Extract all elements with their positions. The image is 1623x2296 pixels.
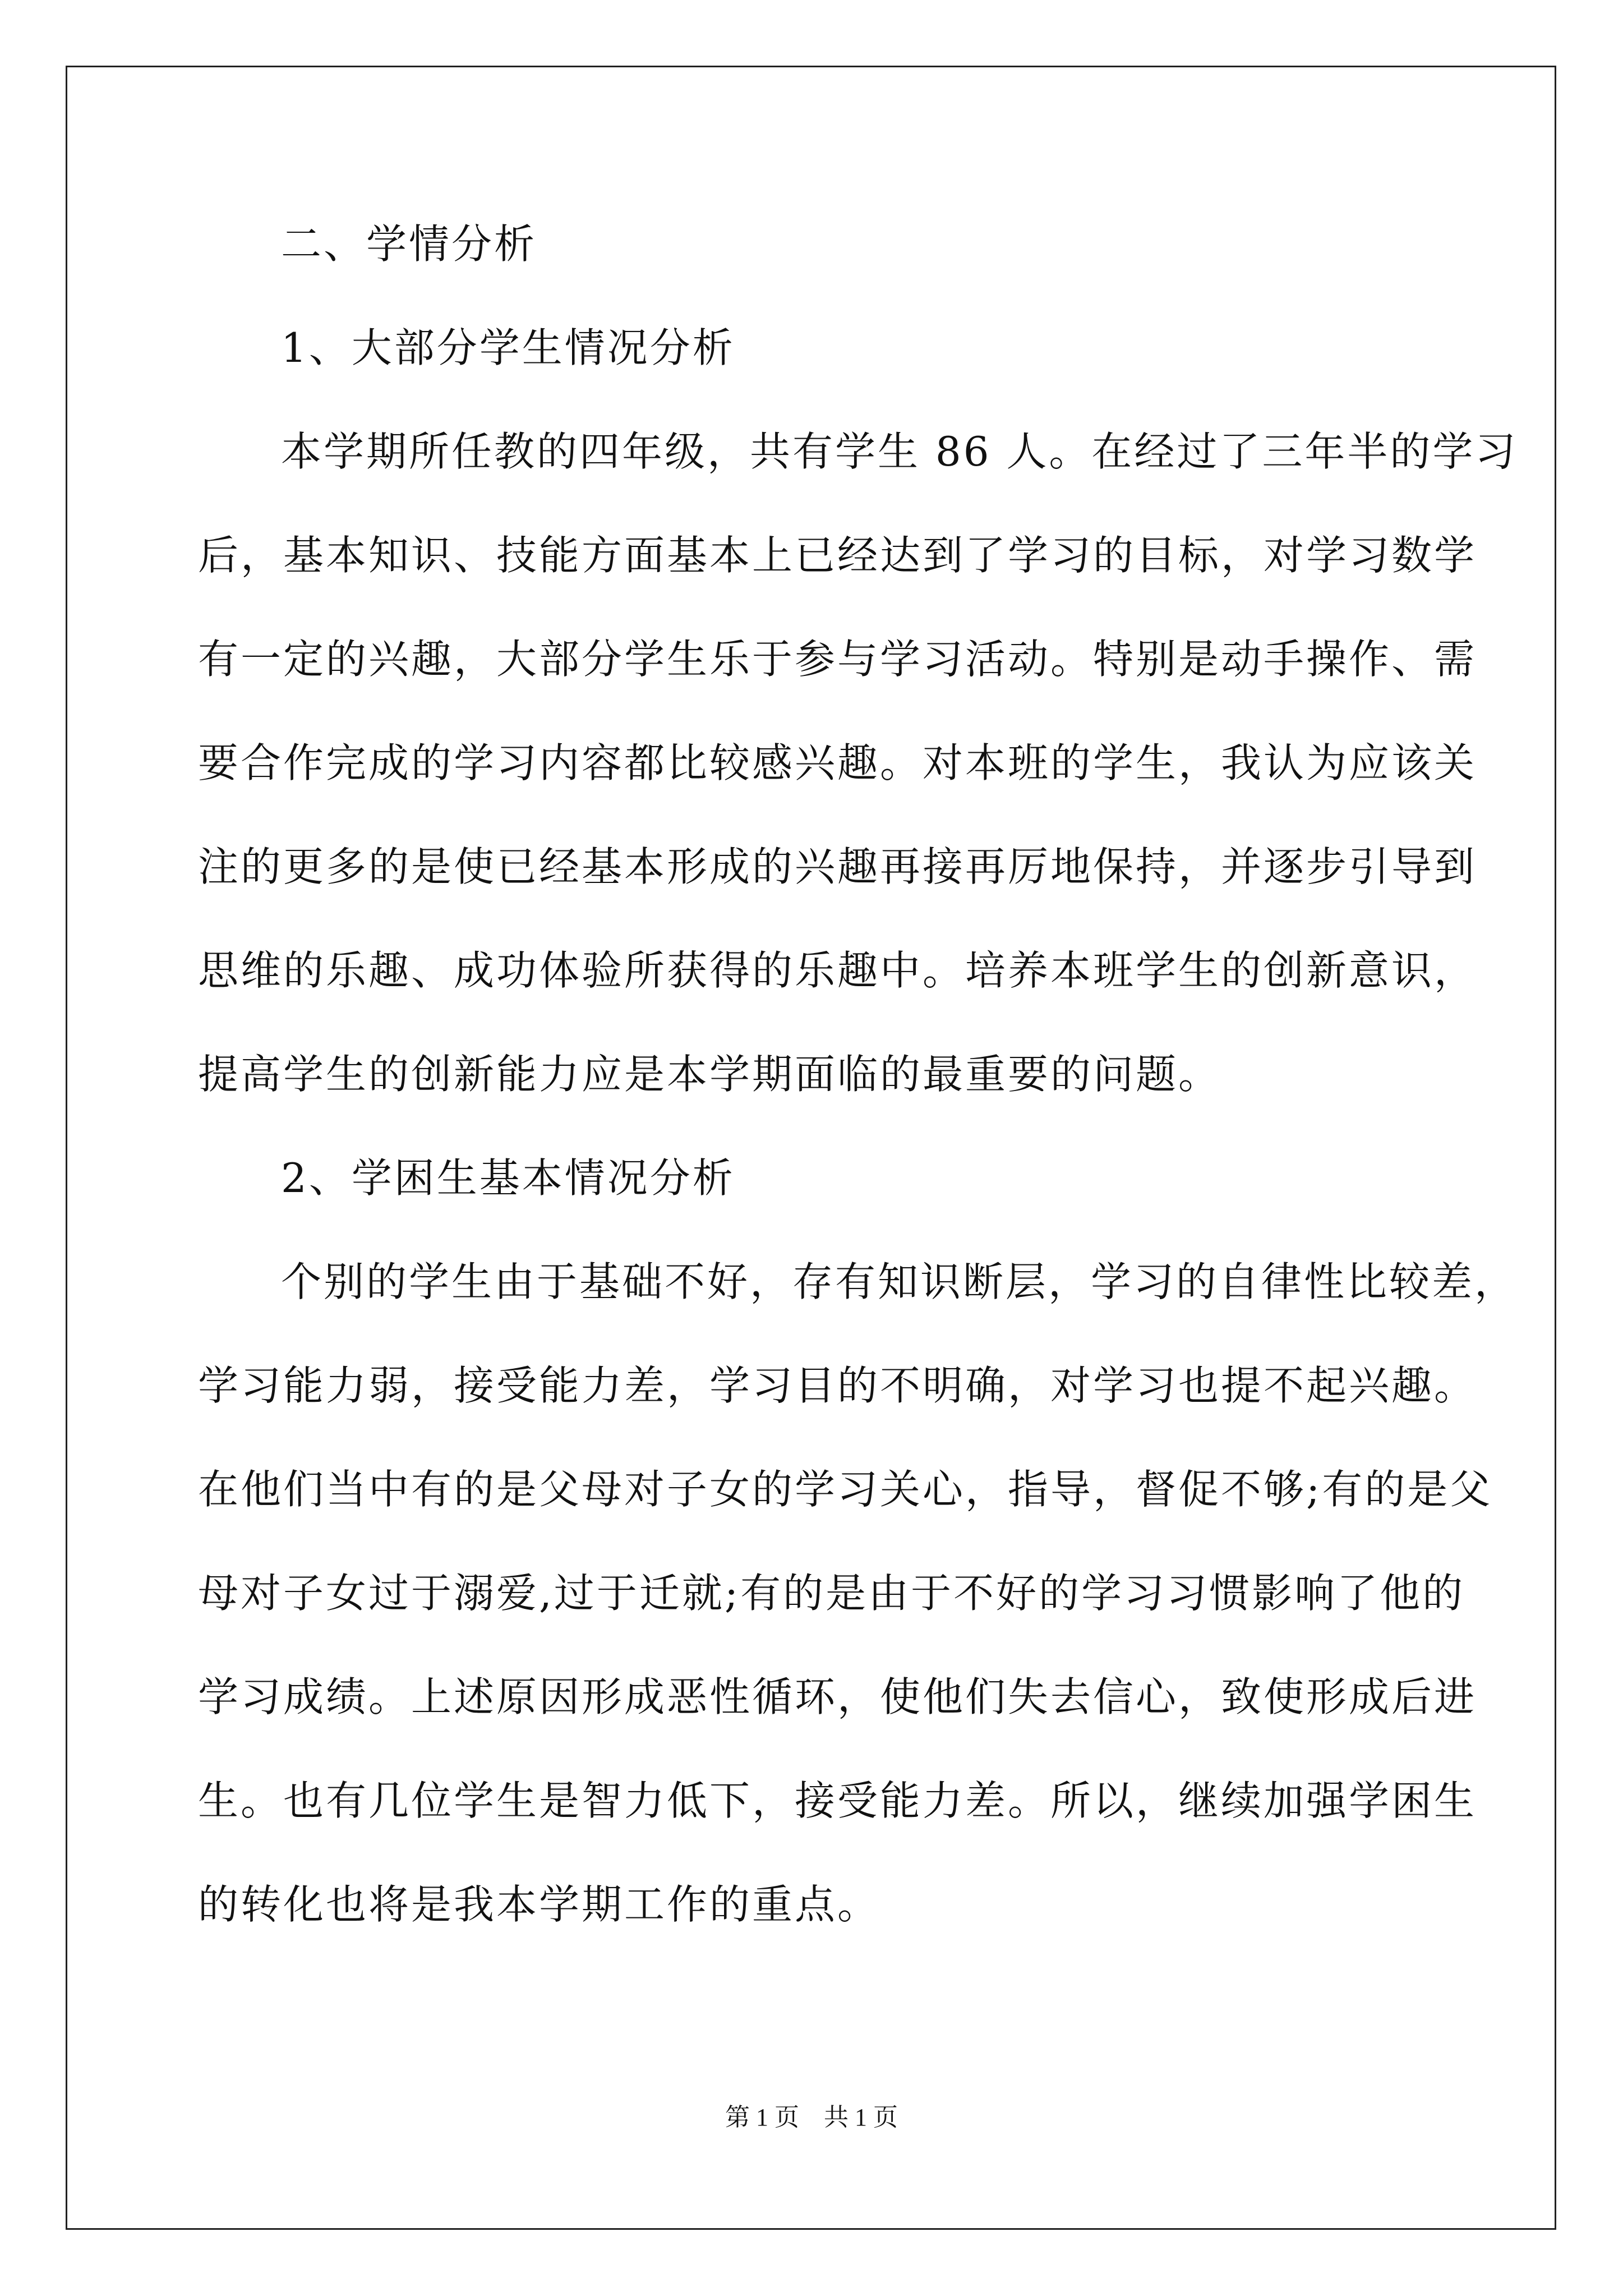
paragraph-2-line: 的转化也将是我本学期工作的重点。 xyxy=(198,1881,880,1928)
page-number: 第 1 页 共 1 页 xyxy=(725,2104,898,2131)
subheading-struggling-students: 2、学困生基本情况分析 xyxy=(281,1154,735,1202)
paragraph-1-line: 思维的乐趣、成功体验所获得的乐趣中。培养本班学生的创新意识， xyxy=(198,947,1477,994)
paragraph-2-line: 母对子女过于溺爱,过于迁就;有的是由于不好的学习习惯影响了他的 xyxy=(198,1570,1465,1617)
paragraph-2-line: 个别的学生由于基础不好，存有知识断层，学习的自律性比较差， xyxy=(281,1258,1518,1305)
paragraph-2-line: 学习能力弱，接受能力差，学习目的不明确，对学习也提不起兴趣。 xyxy=(198,1362,1477,1409)
paragraph-1-line: 提高学生的创新能力应是本学期面临的最重要的问题。 xyxy=(198,1051,1221,1098)
paragraph-1-line: 本学期所任教的四年级，共有学生 86 人。在经过了三年半的学习 xyxy=(281,428,1518,475)
paragraph-1-line: 后，基本知识、技能方面基本上已经达到了学习的目标，对学习数学 xyxy=(198,532,1477,579)
paragraph-1-line: 有一定的兴趣，大部分学生乐于参与学习活动。特别是动手操作、需 xyxy=(198,636,1477,683)
section-heading: 二、学情分析 xyxy=(281,220,537,268)
paragraph-2-line: 生。也有几位学生是智力低下，接受能力差。所以，继续加强学困生 xyxy=(198,1777,1477,1824)
paragraph-1-line: 要合作完成的学习内容都比较感兴趣。对本班的学生，我认为应该关 xyxy=(198,739,1477,786)
paragraph-2-line: 学习成绩。上述原因形成恶性循环，使他们失去信心，致使形成后进 xyxy=(198,1673,1477,1720)
subheading-majority-students: 1、大部分学生情况分析 xyxy=(281,324,735,371)
paragraph-1-line: 注的更多的是使已经基本形成的兴趣再接再厉地保持，并逐步引导到 xyxy=(198,843,1477,890)
paragraph-2-line: 在他们当中有的是父母对子女的学习关心，指导，督促不够;有的是父 xyxy=(198,1466,1493,1513)
